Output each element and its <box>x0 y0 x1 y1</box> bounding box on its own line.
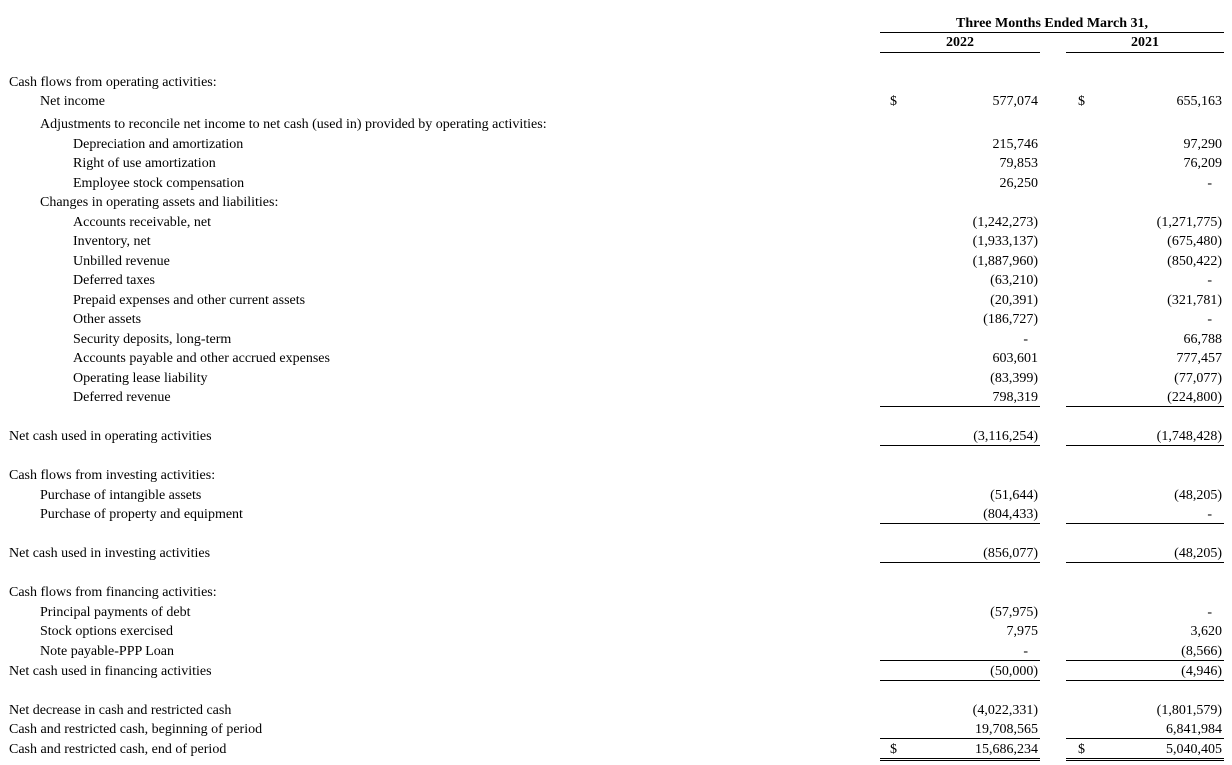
table-row-label: Accounts receivable, net <box>73 215 211 230</box>
table-row-value-2021: - <box>1207 176 1212 191</box>
table-row-label: Other assets <box>73 312 142 327</box>
table-row-value-2021: 777,457 <box>1176 351 1222 366</box>
net-operating-2021: (1,748,428) <box>1156 429 1222 444</box>
table-row-label: Prepaid expenses and other current assets <box>73 293 306 308</box>
table-row-value-2022: 7,975 <box>1006 624 1038 639</box>
table-row-value-2021: - <box>1207 507 1212 522</box>
table-row-value-2021: - <box>1207 605 1212 620</box>
table-row-label: Net decrease in cash and restricted cash <box>9 703 232 718</box>
table-row-value-2022: (63,210) <box>990 273 1038 288</box>
table-row-label: Deferred taxes <box>73 273 156 288</box>
table-row-value-2022: (1,933,137) <box>972 234 1038 249</box>
net-financing-label: Net cash used in financing activities <box>9 664 212 679</box>
table-row-label: Principal payments of debt <box>40 605 191 620</box>
net-operating-label: Net cash used in operating activities <box>9 429 212 444</box>
table-row-value-2022: (4,022,331) <box>972 703 1038 718</box>
table-row-value-2021: (321,781) <box>1167 293 1222 308</box>
table-row-value-2022: 79,853 <box>999 156 1038 171</box>
table-row-value-2022: 26,250 <box>999 176 1038 191</box>
table-row-value-2022: (1,242,273) <box>972 215 1038 230</box>
table-row-value-2021: (8,566) <box>1181 644 1222 659</box>
table-row-value-2021: (675,480) <box>1167 234 1222 249</box>
subtotal-rule <box>1066 523 1224 524</box>
subtotal-rule <box>880 660 1040 661</box>
table-row-label: Purchase of property and equipment <box>40 507 243 522</box>
table-row-value-2022: 603,601 <box>992 351 1038 366</box>
table-row-value-2021: (1,801,579) <box>1156 703 1222 718</box>
table-row-value-2022: 798,319 <box>992 390 1038 405</box>
table-row-value-2022: (20,391) <box>990 293 1038 308</box>
table-row-value-2022: (83,399) <box>990 371 1038 386</box>
table-row-value-2021: - <box>1207 312 1212 327</box>
total-rule <box>1066 680 1224 681</box>
net-income-2021: 655,163 <box>1176 94 1222 109</box>
grand-total-double-rule <box>1066 758 1224 761</box>
table-row-value-2021: (77,077) <box>1174 371 1222 386</box>
changes-label: Changes in operating assets and liabilities: <box>40 195 279 210</box>
table-row-label: Cash and restricted cash, end of period <box>9 742 227 757</box>
table-row-label: Note payable-PPP Loan <box>40 644 175 659</box>
subtotal-rule <box>1066 406 1224 407</box>
table-row-value-2021: - <box>1207 273 1212 288</box>
table-row-label: Inventory, net <box>73 234 151 249</box>
table-row-value-2022: 15,686,234 <box>975 742 1038 757</box>
year-2021-rule <box>1066 52 1224 53</box>
total-rule <box>880 680 1040 681</box>
net-investing-2021: (48,205) <box>1174 546 1222 561</box>
dollar-sign: $ <box>890 94 897 109</box>
period-header: Three Months Ended March 31, <box>956 16 1148 31</box>
table-row-value-2021: 97,290 <box>1183 137 1222 152</box>
year-2022-header: 2022 <box>946 35 974 50</box>
year-2022-rule <box>880 52 1040 53</box>
table-row-value-2022: (57,975) <box>990 605 1038 620</box>
net-operating-2022: (3,116,254) <box>973 429 1038 444</box>
dollar-sign: $ <box>1078 94 1085 109</box>
net-investing-label: Net cash used in investing activities <box>9 546 211 561</box>
dollar-sign: $ <box>1078 742 1085 757</box>
subtotal-rule <box>1066 660 1224 661</box>
table-row-label: Accounts payable and other accrued expenses <box>73 351 330 366</box>
table-row-label: Operating lease liability <box>73 371 208 386</box>
table-row-value-2022: - <box>1023 644 1028 659</box>
grand-total-double-rule <box>880 758 1040 761</box>
period-header-rule <box>880 32 1224 33</box>
table-row-value-2022: 19,708,565 <box>975 722 1038 737</box>
investing-section-title: Cash flows from investing activities: <box>9 468 216 483</box>
table-row-value-2022: (186,727) <box>983 312 1038 327</box>
table-row-label: Employee stock compensation <box>73 176 245 191</box>
total-rule <box>1066 445 1224 446</box>
table-row-value-2021: 6,841,984 <box>1166 722 1222 737</box>
net-investing-2022: (856,077) <box>983 546 1038 561</box>
table-row-label: Purchase of intangible assets <box>40 488 202 503</box>
total-rule <box>880 562 1040 563</box>
table-row-value-2022: (804,433) <box>983 507 1038 522</box>
subtotal-rule <box>880 406 1040 407</box>
table-row-value-2021: 5,040,405 <box>1166 742 1222 757</box>
net-financing-2021: (4,946) <box>1181 664 1222 679</box>
subtotal-rule <box>1066 738 1224 739</box>
table-row-label: Stock options exercised <box>40 624 173 639</box>
table-row-value-2021: 3,620 <box>1190 624 1222 639</box>
table-row-value-2022: - <box>1023 332 1028 347</box>
net-income-2022: 577,074 <box>992 94 1038 109</box>
table-row-value-2021: (48,205) <box>1174 488 1222 503</box>
net-income-label: Net income <box>40 94 105 109</box>
table-row-value-2022: (1,887,960) <box>972 254 1038 269</box>
table-row-label: Depreciation and amortization <box>73 137 244 152</box>
table-row-value-2021: 66,788 <box>1183 332 1222 347</box>
table-row-label: Cash and restricted cash, beginning of period <box>9 722 263 737</box>
table-row-label: Right of use amortization <box>73 156 216 171</box>
table-row-value-2021: 76,209 <box>1183 156 1222 171</box>
table-row-label: Security deposits, long-term <box>73 332 232 347</box>
financing-section-title: Cash flows from financing activities: <box>9 585 217 600</box>
table-row-value-2021: (850,422) <box>1167 254 1222 269</box>
table-row-value-2021: (1,271,775) <box>1156 215 1222 230</box>
adjustments-label: Adjustments to reconcile net income to net cash (used in) provided by operating activities: <box>40 117 547 132</box>
total-rule <box>1066 562 1224 563</box>
table-row-value-2022: 215,746 <box>992 137 1038 152</box>
net-financing-2022: (50,000) <box>990 664 1038 679</box>
table-row-value-2022: (51,644) <box>990 488 1038 503</box>
operating-section-title: Cash flows from operating activities: <box>9 75 217 90</box>
table-row-label: Deferred revenue <box>73 390 171 405</box>
year-2021-header: 2021 <box>1131 35 1159 50</box>
table-row-value-2021: (224,800) <box>1167 390 1222 405</box>
total-rule <box>880 445 1040 446</box>
dollar-sign: $ <box>890 742 897 757</box>
subtotal-rule <box>880 523 1040 524</box>
table-row-label: Unbilled revenue <box>73 254 170 269</box>
subtotal-rule <box>880 738 1040 739</box>
